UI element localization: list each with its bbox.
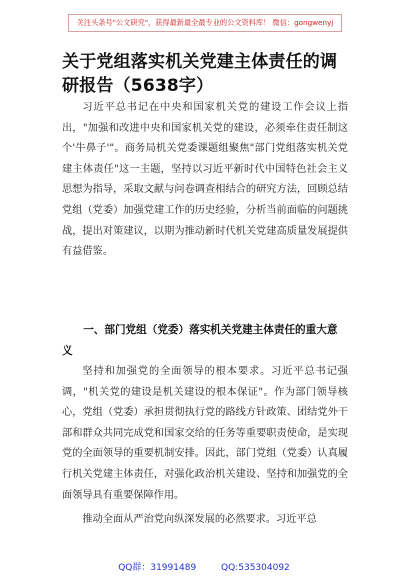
intro-paragraph: 习近平总书记在中央和国家机关党的建设工作会议上指出，"加强和改进中央和国家机关党的建设，必须牵住责任制这个'牛鼻子'"。商务局机关党委课题组聚焦"部门党组落实机关党建主体责任"这一主题，坚持以习近平新时代中国特色社会主义思想为指导，采取文献与问卷调查相结合的研究方法，回顾总结党组（党委）加强党建工作的历史经验，分析当前面临的问题挑战，提出对策建议，以期为推动新时代机关党建高质量发展提供有益借鉴。 [62, 102, 348, 258]
section1-paragraph-1: 坚持和加强党的全面领导的根本要求。习近平总书记强调，"机关党的建设是机关建设的根本保证"。作为部门领导核心，党组（党委）承担贯彻执行党的路线方针政策、团结党外干部和群众共同完成党和国家交给的任务等重要职责使命，是实现党的全面领导的重要机制安排。因此，部门党组（党委）认真履行机关党建主体责任，对强化政治机关建设、坚持和加强党的全面领导具有重要保障作用。 [62, 366, 348, 501]
document-title: 关于党组落实机关党建主体责任的调研报告（5638字） [62, 52, 338, 96]
section-heading-1: 一、部门党组（党委）落实机关党建主体责任的重大意义 [62, 324, 338, 357]
section1-paragraph-2: 推动全面从严治党向纵深发展的必然要求。习近平总 [82, 514, 317, 525]
footer-qq-group: QQ群：31991489 [118, 563, 197, 573]
promo-banner: 关注头条号"公文研究"，获得最新最全最专业的公文资料库！ 微信：gongwenyj [68, 14, 342, 32]
footer-qq-contact: QQ:535304092 [221, 563, 290, 573]
footer-contact [0, 560, 408, 576]
